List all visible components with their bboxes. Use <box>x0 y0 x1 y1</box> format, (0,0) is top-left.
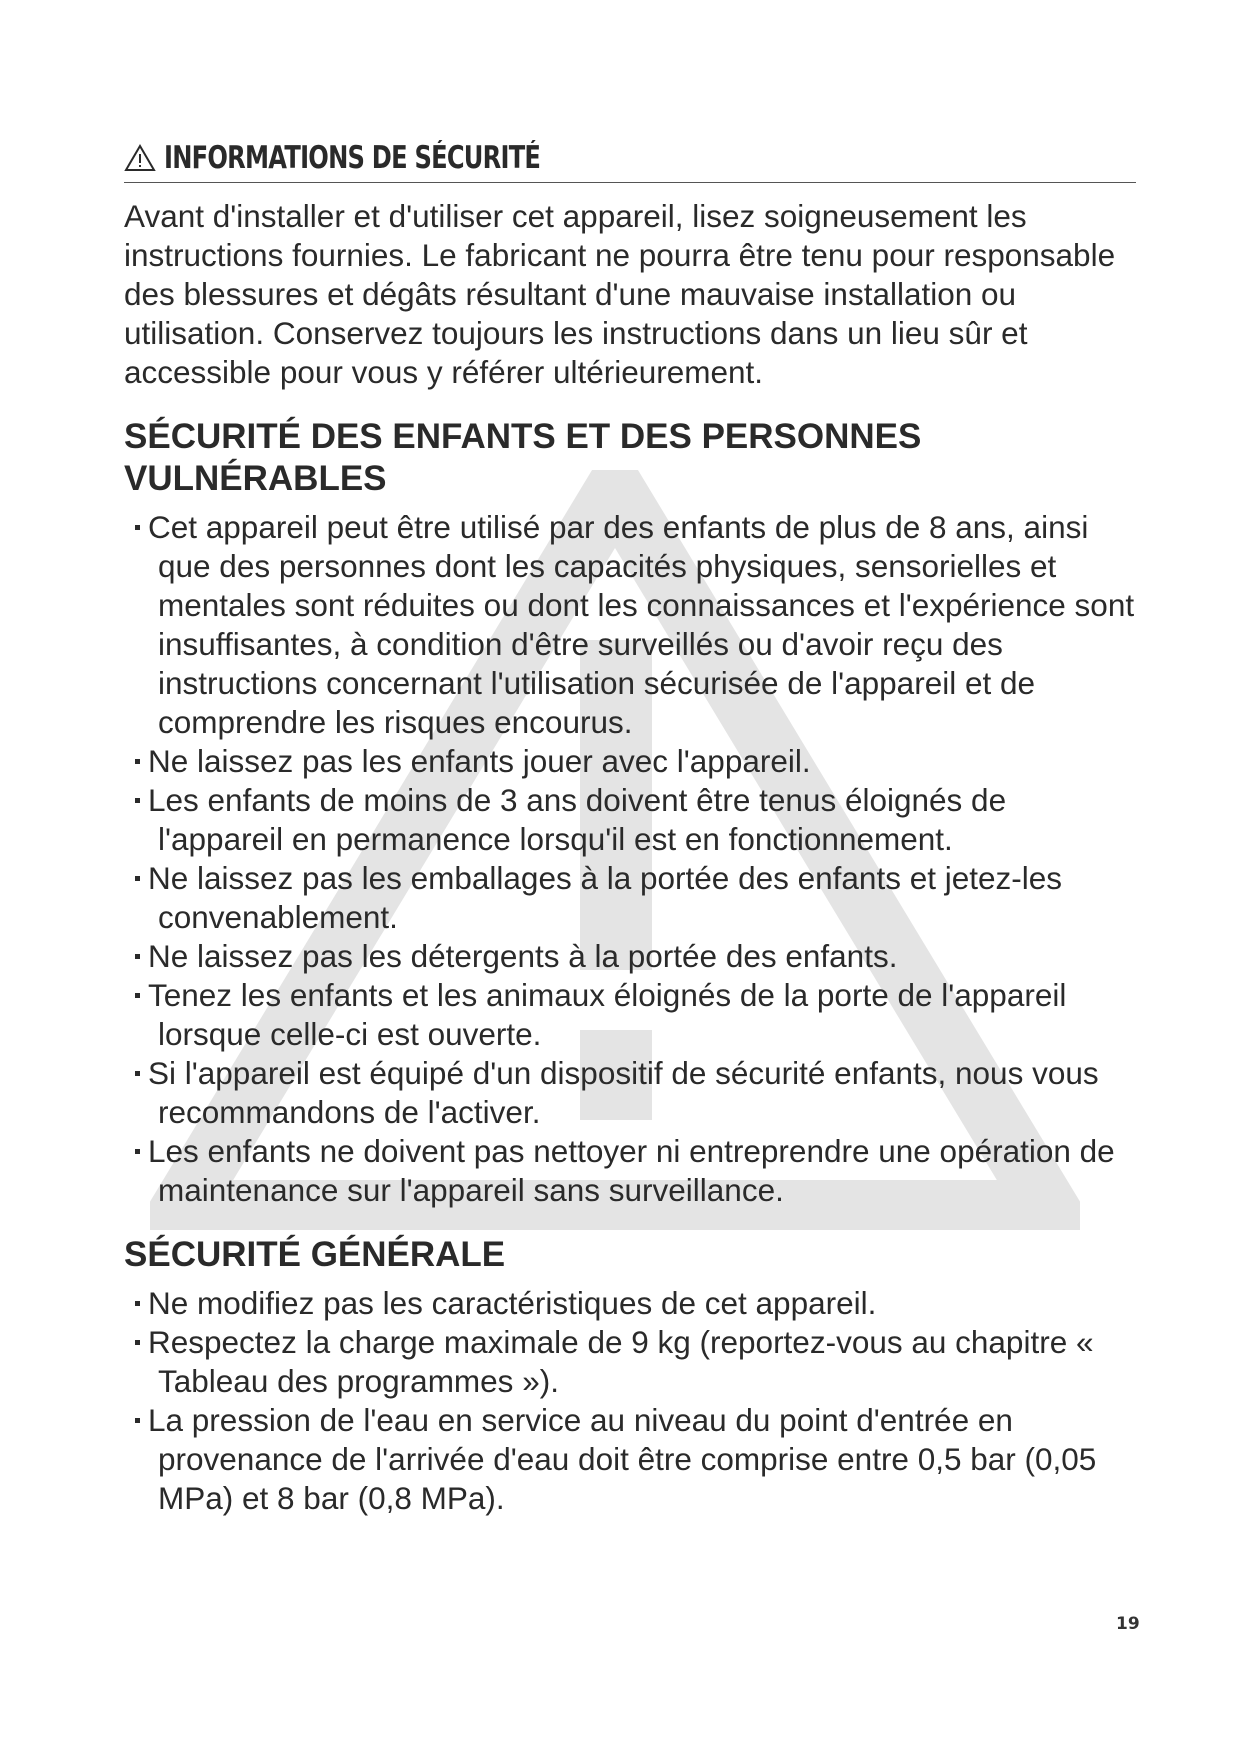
page-number: 19 <box>1116 1614 1140 1634</box>
intro-paragraph: Avant d'installer et d'utiliser cet appareil, lisez soigneusement les instructions fournies. Le fabricant ne pourra être tenu pour responsable des blessures et dégâts résultant d'une mauvaise installation ou utilisation. Conservez toujours les instructions dans un lieu sûr et accessible pour vous y référer ultérieurement. <box>124 198 1116 390</box>
list-item: Si l'appareil est équipé d'un dispositif de sécurité enfants, nous vous recommandons de l'activer. <box>124 1054 1136 1132</box>
section-title: SÉCURITÉ GÉNÉRALE <box>124 1235 506 1274</box>
list-item: Cet appareil peut être utilisé par des enfants de plus de 8 ans, ainsi que des personnes dont les capacités physiques, sensorielles et mentales sont réduites ou dont les connaissances et l'expérience sont insuffisantes, à condition d'être surveillés ou d'avoir reçu des instructions concernant l'utilisation sécurisée de l'appareil et de comprendre les risques encourus. <box>124 508 1136 742</box>
section-title: SÉCURITÉ DES ENFANTS ET DES PERSONNES VULNÉRABLES <box>124 417 922 498</box>
bullet-list <box>124 1284 1136 1518</box>
section-child-safety <box>124 416 1136 1210</box>
page-content <box>124 140 1136 1518</box>
list-item: Ne laissez pas les emballages à la portée des enfants et jetez-les convenablement. <box>124 859 1136 937</box>
section-general-safety <box>124 1234 1136 1518</box>
list-item: Les enfants de moins de 3 ans doivent être tenus éloignés de l'appareil en permanence lorsqu'il est en fonctionnement. <box>124 781 1136 859</box>
list-item: Tenez les enfants et les animaux éloignés de la porte de l'appareil lorsque celle-ci est ouverte. <box>124 976 1136 1054</box>
list-item: Respectez la charge maximale de 9 kg (reportez-vous au chapitre « Tableau des programmes »). <box>124 1323 1136 1401</box>
list-item: La pression de l'eau en service au niveau du point d'entrée en provenance de l'arrivée d'eau doit être comprise entre 0,5 bar (0,05 MPa) et 8 bar (0,8 MPa). <box>124 1401 1136 1518</box>
chapter-header <box>124 140 1136 183</box>
warning-triangle-icon <box>124 144 156 172</box>
list-item: Les enfants ne doivent pas nettoyer ni entreprendre une opération de maintenance sur l'appareil sans surveillance. <box>124 1132 1136 1210</box>
bullet-list <box>124 508 1136 1210</box>
list-item: Ne laissez pas les enfants jouer avec l'appareil. <box>124 742 1136 781</box>
chapter-title: INFORMATIONS DE SÉCURITÉ <box>164 140 541 176</box>
list-item: Ne laissez pas les détergents à la portée des enfants. <box>124 937 1136 976</box>
list-item: Ne modifiez pas les caractéristiques de cet appareil. <box>124 1284 1136 1323</box>
